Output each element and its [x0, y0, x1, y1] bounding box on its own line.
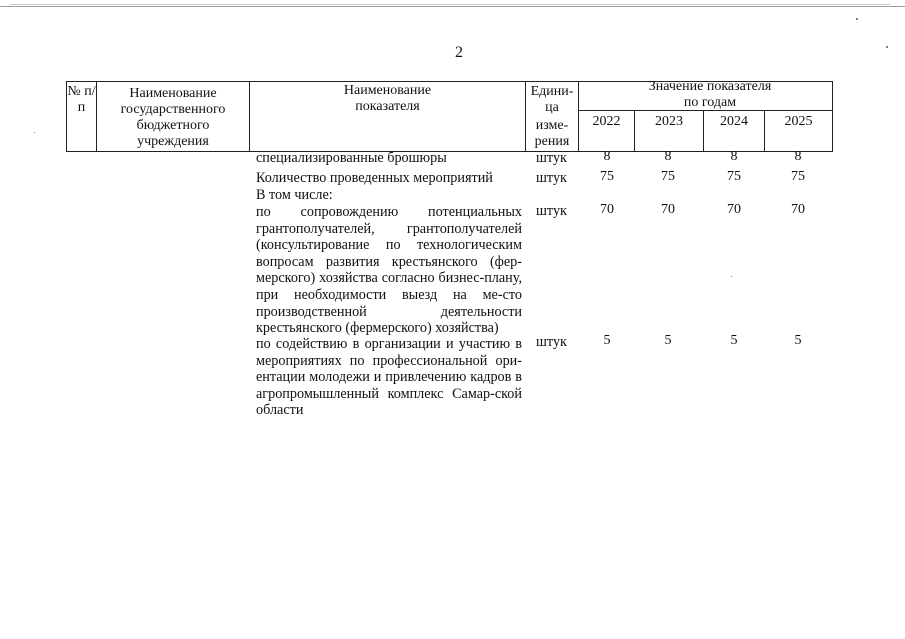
row-value-2025: 70 — [791, 202, 805, 217]
header-year-2022: 2022 — [592, 114, 621, 129]
row-value-2024: 70 — [727, 202, 741, 217]
row-value-2023: 5 — [664, 333, 672, 348]
header-col-unit-line: изме- — [535, 118, 569, 133]
row-value-2022: 8 — [603, 149, 611, 164]
header-col-unit — [526, 84, 578, 150]
header-col-institution: Наименование государственного бюджетного учреждения — [120, 86, 226, 149]
row-subheading: В том числе: — [256, 187, 333, 203]
row-unit: штук — [536, 203, 567, 219]
header-col-unit-line: рения — [534, 134, 570, 149]
scan-speck — [731, 276, 732, 277]
row-value-2024: 5 — [730, 333, 738, 348]
row-unit: штук — [536, 150, 567, 166]
header-year-2023: 2023 — [655, 114, 683, 129]
row-value-2025: 5 — [794, 333, 802, 348]
row-value-2023: 75 — [661, 169, 675, 184]
scan-edge-line — [0, 6, 905, 7]
row-value-2025: 75 — [791, 169, 805, 184]
header-col-number: № п/п — [67, 84, 96, 115]
header-border — [96, 81, 97, 152]
header-col-indicator: Наименование показателя — [343, 83, 432, 114]
row-value-2022: 70 — [600, 202, 614, 217]
row-unit: штук — [536, 334, 567, 350]
row-value-2022: 5 — [603, 333, 611, 348]
row-value-2024: 75 — [727, 169, 741, 184]
header-col-values — [620, 79, 800, 111]
row-indicator: по сопровождению потенциальных грантополучателей, грантополучателей (консультирование по технологическим вопросам развития крестьянского (фер-мерского) хозяйства согласно бизнес-плану, при необходимости выезд на ме-сто производственной деятельности крестьянского (фермерского) хозяйства) — [256, 204, 522, 337]
header-col-unit-line: Едини- — [530, 84, 574, 99]
row-indicator: по содействию в организации и участию в мероприятиях по профессиональной ори-ентации молодежи и привлечению кадров в агропромышленный комплекс Самар-ской области — [256, 336, 522, 419]
row-value-2023: 8 — [664, 149, 672, 164]
row-indicator: специализированные брошюры — [256, 150, 447, 166]
page-number: 2 — [455, 44, 463, 61]
scan-speck — [856, 18, 858, 20]
row-value-2023: 70 — [661, 202, 675, 217]
row-value-2025: 8 — [794, 149, 802, 164]
scan-speck — [34, 132, 35, 133]
header-year-2025: 2025 — [784, 114, 813, 129]
header-col-unit-line: ца — [545, 100, 559, 115]
row-value-2024: 8 — [730, 149, 738, 164]
header-border — [249, 81, 250, 152]
row-unit: штук — [536, 170, 567, 186]
header-year-2024: 2024 — [720, 114, 748, 129]
header-border — [832, 81, 833, 152]
header-col-values-line: по годам — [683, 95, 737, 110]
header-col-values-line: Значение показателя — [648, 79, 772, 94]
scan-edge-line — [10, 4, 890, 5]
row-value-2022: 75 — [600, 169, 614, 184]
row-indicator: Количество проведенных мероприятий — [256, 170, 493, 186]
scan-speck — [886, 46, 888, 48]
